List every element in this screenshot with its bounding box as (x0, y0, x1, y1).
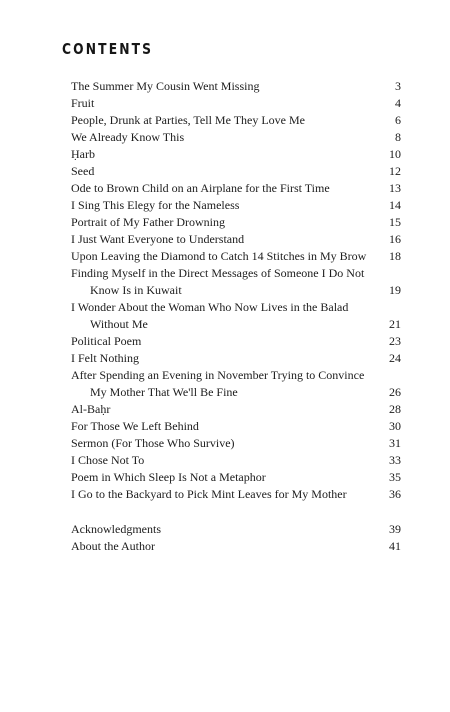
toc-entry[interactable] (71, 350, 401, 367)
toc-entry-title: I Sing This Elegy for the Nameless (71, 198, 240, 212)
toc-entry-page: 26 (389, 385, 401, 399)
toc-entry-title: I Wonder About the Woman Who Now Lives in the Balad (71, 300, 349, 314)
toc-entry[interactable] (71, 401, 401, 418)
toc-entry-title-continued: Know Is in Kuwait (90, 283, 182, 297)
toc-entry-title: Al-Baḥr (71, 402, 111, 416)
toc-entry[interactable] (71, 367, 401, 401)
toc-entry[interactable] (71, 112, 401, 129)
toc-entry[interactable] (71, 146, 401, 163)
toc-entry-page: 30 (389, 419, 401, 433)
toc-entry-page: 33 (389, 453, 401, 467)
toc-entry-page: 36 (389, 487, 401, 501)
toc-entry-title: I Chose Not To (71, 453, 145, 467)
toc-entry-title: We Already Know This (71, 130, 185, 144)
toc-entry[interactable] (71, 333, 401, 350)
table-of-contents (71, 78, 401, 555)
toc-entry-page: 15 (389, 215, 401, 229)
toc-entry[interactable] (71, 197, 401, 214)
toc-entry-page: 4 (395, 96, 401, 110)
toc-entry-title: After Spending an Evening in November Trying to Convince (71, 368, 365, 382)
toc-entry-page: 14 (389, 198, 401, 212)
toc-entry-page: 18 (389, 249, 401, 263)
toc-back-matter-entry[interactable] (71, 538, 401, 555)
toc-entry[interactable] (71, 248, 401, 265)
toc-entry-title: Seed (71, 164, 95, 178)
toc-entry[interactable] (71, 435, 401, 452)
toc-entry-title: The Summer My Cousin Went Missing (71, 79, 260, 93)
toc-entry-page: 19 (389, 283, 401, 297)
toc-entry-title: Portrait of My Father Drowning (71, 215, 225, 229)
toc-entry-title-continued: Without Me (90, 317, 148, 331)
toc-entry[interactable] (71, 469, 401, 486)
toc-entry-title: I Go to the Backyard to Pick Mint Leaves for My Mother (71, 487, 347, 501)
toc-entry-page: 24 (389, 351, 401, 365)
toc-entry-page: 8 (395, 130, 401, 144)
toc-entry-title: Political Poem (71, 334, 142, 348)
toc-entry[interactable] (71, 163, 401, 180)
toc-entry-page: 35 (389, 470, 401, 484)
toc-entry[interactable] (71, 180, 401, 197)
contents-heading: CONTENTS (62, 40, 154, 58)
toc-entry-page: 3 (395, 79, 401, 93)
toc-entry-page: 39 (389, 522, 401, 536)
toc-entry-page: 13 (389, 181, 401, 195)
toc-entry-title: Acknowledgments (71, 522, 161, 536)
toc-entry[interactable] (71, 129, 401, 146)
toc-entry[interactable] (71, 299, 401, 333)
toc-entry[interactable] (71, 214, 401, 231)
toc-back-matter-entry[interactable] (71, 521, 401, 538)
toc-entry-title: For Those We Left Behind (71, 419, 199, 433)
toc-entry[interactable] (71, 95, 401, 112)
toc-entry-page: 16 (389, 232, 401, 246)
toc-entry-title: Finding Myself in the Direct Messages of Someone I Do Not (71, 266, 365, 280)
toc-entry-title: Poem in Which Sleep Is Not a Metaphor (71, 470, 266, 484)
toc-entry-title: Ode to Brown Child on an Airplane for the First Time (71, 181, 330, 195)
toc-entry[interactable] (71, 78, 401, 95)
toc-entry[interactable] (71, 265, 401, 299)
toc-entry-page: 41 (389, 539, 401, 553)
toc-entry[interactable] (71, 231, 401, 248)
toc-entry-page: 12 (389, 164, 401, 178)
toc-entry-page: 28 (389, 402, 401, 416)
toc-entry-page: 21 (389, 317, 401, 331)
toc-entry-title: Upon Leaving the Diamond to Catch 14 Stitches in My Brow (71, 249, 367, 263)
toc-entry-title: Fruit (71, 96, 95, 110)
toc-entry-title: I Felt Nothing (71, 351, 139, 365)
toc-entry-title: Sermon (For Those Who Survive) (71, 436, 235, 450)
toc-entry-page: 10 (389, 147, 401, 161)
toc-entry-title: I Just Want Everyone to Understand (71, 232, 245, 246)
section-spacer (71, 503, 401, 521)
toc-entry[interactable] (71, 486, 401, 503)
toc-entry[interactable] (71, 418, 401, 435)
toc-entry-title: People, Drunk at Parties, Tell Me They Love Me (71, 113, 305, 127)
toc-entry-title-continued: My Mother That We'll Be Fine (90, 385, 238, 399)
toc-entry-title: About the Author (71, 539, 155, 553)
toc-entry-page: 23 (389, 334, 401, 348)
toc-entry-title: Ḥarb (71, 147, 95, 161)
toc-entry[interactable] (71, 452, 401, 469)
toc-entry-page: 31 (389, 436, 401, 450)
toc-entry-page: 6 (395, 113, 401, 127)
